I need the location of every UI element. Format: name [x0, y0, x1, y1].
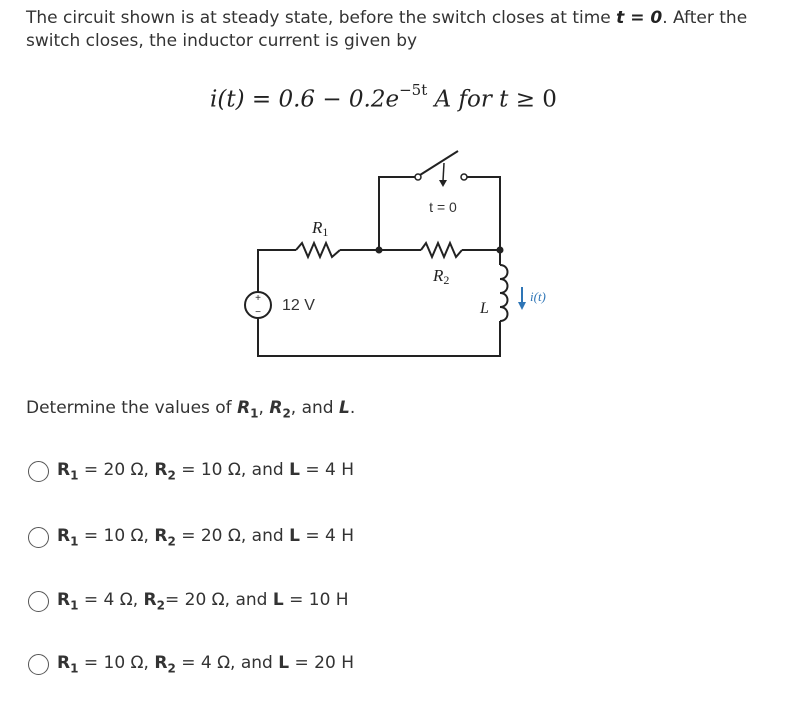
r1-label: R1: [312, 218, 329, 239]
option-text: $R_1 = 4$ Ω, $R_2= 20$ Ω, and L = 10 H: [57, 589, 349, 613]
current-arrow-head: [518, 302, 526, 310]
switch-arrow: [443, 163, 444, 181]
option-text: $R_1 = 10$ Ω, $R_2 = 4$ Ω, and L = 20 H: [57, 652, 354, 676]
resistor-r1: [296, 243, 340, 257]
resistor-r2: [421, 243, 462, 257]
option-text: $R_1 = 20$ Ω, $R_2 = 10$ Ω, and L = 4 H: [57, 459, 354, 483]
radio-button[interactable]: [28, 654, 49, 675]
wire-bottom: [258, 318, 500, 356]
option-text: $R_1 = 10$ Ω, $R_2 = 20$ Ω, and L = 4 H: [57, 525, 354, 549]
r2-label: R2: [433, 266, 450, 287]
equation-unit: A for t: [427, 86, 516, 113]
switch-blade: [420, 151, 458, 175]
equation-rhs: ≥ 0: [515, 86, 557, 113]
question-r2: R: [269, 398, 283, 418]
wire-left-top: [258, 250, 296, 292]
wire-switch-right: [466, 177, 500, 250]
node-middle: [376, 247, 383, 254]
switch-contact-right: [461, 174, 467, 180]
question-r2-sub: 2: [282, 406, 291, 421]
source-plus: +: [255, 293, 261, 304]
radio-button[interactable]: [28, 527, 49, 548]
question-text: [26, 396, 355, 425]
answer-option-1[interactable]: [28, 456, 354, 486]
intro-text-b: . After the switch closes, the inductor current is given by: [26, 8, 748, 51]
current-label: i(t): [530, 289, 546, 304]
equation-lhs: i(t) = 0.6 − 0.2e: [210, 86, 400, 113]
circuit-diagram: [236, 145, 566, 365]
question-prefix: Determine the values of: [26, 398, 238, 418]
question-r1: R: [237, 398, 251, 418]
problem-statement: [26, 7, 766, 53]
inductor-coil: [500, 265, 508, 321]
switch-label: t = 0: [429, 199, 457, 215]
switch-time: t = 0: [616, 8, 663, 28]
switch-arrow-head: [439, 180, 447, 187]
source-label: 12 V: [282, 297, 315, 314]
answer-option-4[interactable]: [28, 649, 354, 679]
question-l: L: [339, 398, 350, 418]
switch-contact-left: [415, 174, 421, 180]
node-right: [497, 247, 504, 254]
inductor-label: L: [480, 300, 489, 317]
intro-text-a: The circuit shown is at steady state, before the switch closes at time: [26, 8, 617, 28]
answer-option-2[interactable]: [28, 522, 354, 552]
equation-exponent: −5t: [399, 81, 428, 99]
source-minus: −: [255, 307, 261, 318]
wire-switch-left: [379, 177, 416, 250]
question-suffix: .: [349, 398, 356, 418]
current-equation: [210, 81, 610, 124]
answer-option-3[interactable]: [28, 586, 349, 616]
radio-button[interactable]: [28, 591, 49, 612]
question-sep2: , and: [290, 398, 339, 418]
radio-button[interactable]: [28, 461, 49, 482]
question-sep1: ,: [258, 398, 270, 418]
question-r1-sub: 1: [250, 406, 259, 421]
